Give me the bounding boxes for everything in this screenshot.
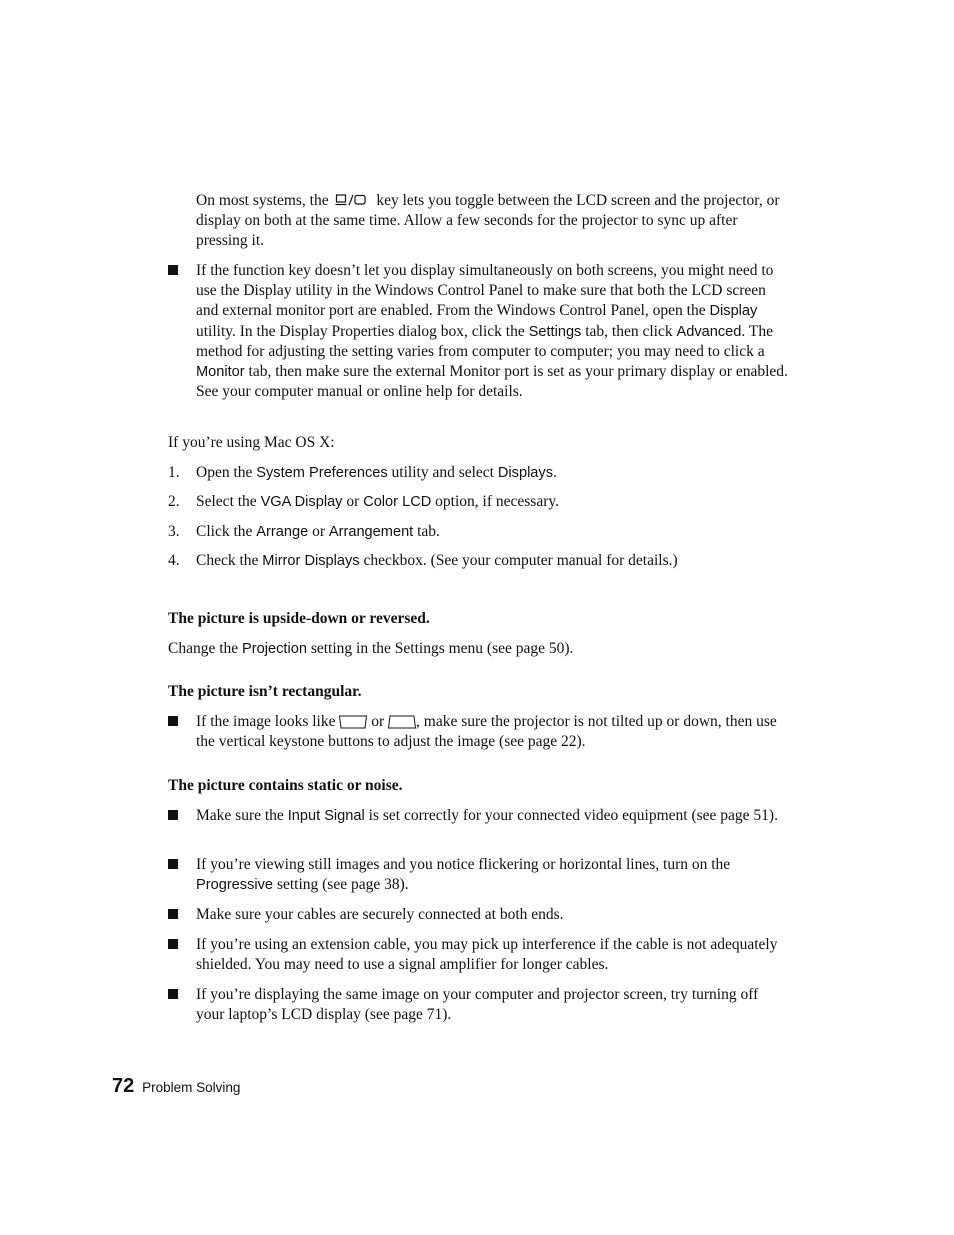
bullet-cables: Make sure your cables are securely connected at both ends. xyxy=(168,905,788,925)
intro-paragraph xyxy=(196,191,786,252)
heading-upside-down: The picture is upside-down or reversed. xyxy=(168,610,430,627)
bullet-square xyxy=(168,265,178,275)
heading-static-noise: The picture contains static or noise. xyxy=(168,777,403,794)
ui-term-projection: Projection xyxy=(242,641,307,657)
bullet-square xyxy=(168,810,178,820)
keystone-wide-top-icon xyxy=(339,715,367,729)
bullet-square xyxy=(168,909,178,919)
bullet-extension-cable: If you’re using an extension cable, you may pick up interference if the cable is not adequately shielded. You may need to use a signal amplifier for longer cables. xyxy=(168,935,788,975)
ui-term-mirror-displays: Mirror Displays xyxy=(262,553,360,569)
ui-term-displays: Displays xyxy=(497,465,554,481)
section-label: Problem Solving xyxy=(142,1080,241,1095)
bullet-laptop-lcd: If you’re displaying the same image on your computer and projector screen, try turning off your laptop’s LCD display (see page 71). xyxy=(168,985,788,1025)
heading-not-rectangular: The picture isn’t rectangular. xyxy=(168,683,362,700)
mac-step-2: 2. Select the VGA Display or Color LCD option, if necessary. xyxy=(168,493,559,510)
bullet-function-key xyxy=(168,261,788,402)
ui-term-system-preferences: System Preferences xyxy=(256,465,388,481)
bullet-progressive: If you’re viewing still images and you notice flickering or horizontal lines, turn on the Progressive setting (see page 38). xyxy=(168,855,788,895)
bullet-square xyxy=(168,716,178,726)
bullet-square xyxy=(168,859,178,869)
bullet-input-signal: Make sure the Input Signal is set correctly for your connected video equipment (see page 51). xyxy=(168,806,788,826)
ui-term-advanced: Advanced xyxy=(676,323,742,340)
mac-intro: If you’re using Mac OS X: xyxy=(168,434,335,451)
ui-term-input-signal: Input Signal xyxy=(287,808,365,824)
keystone-wide-bottom-icon xyxy=(388,715,416,729)
ui-term-color-lcd: Color LCD xyxy=(363,494,432,510)
ui-term-arrange: Arrange xyxy=(256,524,309,540)
lcd-crt-toggle-key-icon xyxy=(335,194,371,206)
mac-step-4: 4. Check the Mirror Displays checkbox. (See your computer manual for details.) xyxy=(168,552,678,569)
mac-step-1: 1. Open the System Preferences utility and select Displays. xyxy=(168,464,557,481)
bullet-square xyxy=(168,989,178,999)
intro-text-end: key lets you toggle between the LCD screen and the projector, or display on both at the same time. Allow a few seconds for the projector to sync up after pressing it. xyxy=(196,192,780,250)
ui-term-arrangement: Arrangement xyxy=(328,524,414,540)
page-number: 72 xyxy=(112,1075,135,1097)
bullet-keystone: If the image looks like or , make sure the projector is not tilted up or down, then use the vertical keystone buttons to adjust the image (see page 22). xyxy=(168,712,788,752)
ui-term-monitor: Monitor xyxy=(196,364,245,381)
bullet-text: If the function key doesn’t let you display simultaneously on both screens, you might need to use the Display utility in the Windows Control Panel to make sure that both the LCD screen and external monitor port are enabled. From the Windows Control Panel, open the Display utility. In the Display Properties dialog box, click the Settings tab, then click Advanced. The method for adjusting the setting varies from computer to computer; you may need to click a Monitor tab, then make sure the external Monitor port is set as your primary display or enabled. See your computer manual or online help for details. xyxy=(196,262,788,401)
ui-term-vga-display: VGA Display xyxy=(260,494,343,510)
upside-down-paragraph: Change the Projection setting in the Settings menu (see page 50). xyxy=(168,640,574,657)
bullet-square xyxy=(168,939,178,949)
mac-step-3: 3. Click the Arrange or Arrangement tab. xyxy=(168,523,440,540)
ui-term-progressive: Progressive xyxy=(196,877,274,894)
intro-text-start: On most systems, the xyxy=(196,192,329,209)
page-footer xyxy=(112,1076,240,1098)
ui-term-settings: Settings xyxy=(528,323,582,340)
ui-term-display: Display xyxy=(709,303,758,320)
